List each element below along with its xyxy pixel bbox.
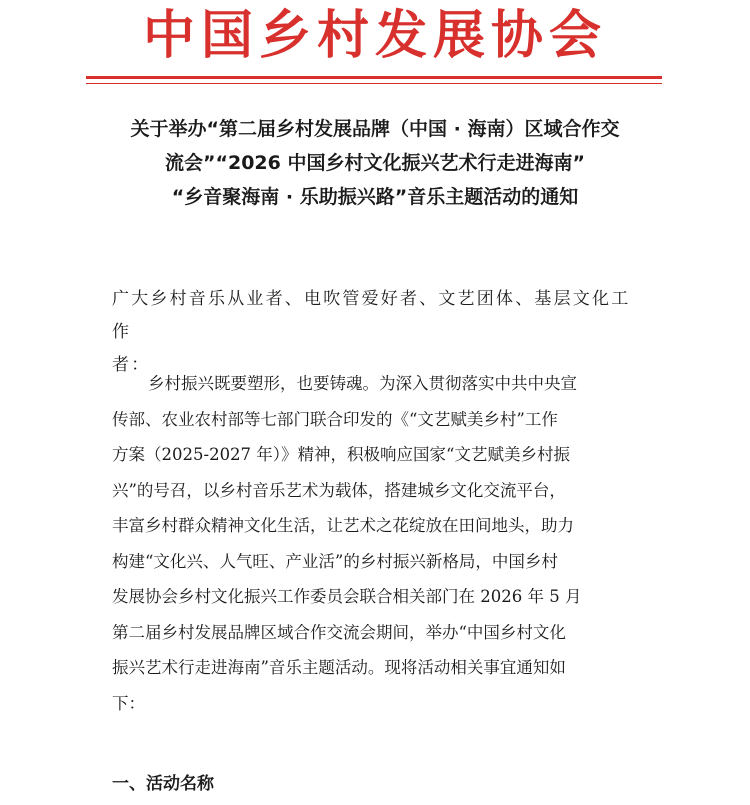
body-line: 发展协会乡村文化振兴工作委员会联合相关部门在 2026 年 5 月 [112,587,582,606]
body-line: 构建“文化兴、人气旺、产业活”的乡村振兴新格局，中国乡村 [112,551,558,571]
body-line: 第二届乡村发展品牌区域合作交流会期间，举办“中国乡村文化 [112,622,566,642]
org-masthead: 中国乡村发展协会 [142,6,607,66]
body-line: 振兴艺术行走进海南”音乐主题活动。现将活动相关事宜通知如 [112,658,566,677]
salutation-line: 广大乡村音乐从业者、电吹管爱好者、文艺团体、基层文化工作 [112,289,631,342]
body-line: 丰富乡村群众精神文化生活，让艺术之花绽放在田间地头，助力 [112,516,574,535]
body-line: 传部、农业农村部等七部门联合印发的《“文艺赋美乡村”工作 [112,409,558,429]
title-line: “乡音聚海南 · 乐助振兴路”音乐主题活动的通知 [171,186,579,208]
title-line: 关于举办“第二届乡村发展品牌（中国 · 海南）区域合作交 [130,118,620,140]
section-heading: 一、活动名称 [112,774,214,794]
body-line: 兴”的号召，以乡村音乐艺术为载体，搭建城乡文化交流平台， [112,480,566,500]
body-line: 乡村振兴既要塑形，也要铸魂。为深入贯彻落实中共中央宣 [148,374,577,393]
body-paragraph [112,366,648,721]
notice-title [88,112,662,214]
title-line: 流会”“2026 中国乡村文化振兴艺术行走进海南” [165,152,585,174]
masthead-rule-thin [86,83,662,84]
body-line: 方案（2025-2027 年）》精神，积极响应国家“文艺赋美乡村振 [112,445,570,464]
masthead-rule-thick [86,76,662,79]
salutation-line: 者： [112,355,151,375]
body-line: 下： [112,693,145,713]
